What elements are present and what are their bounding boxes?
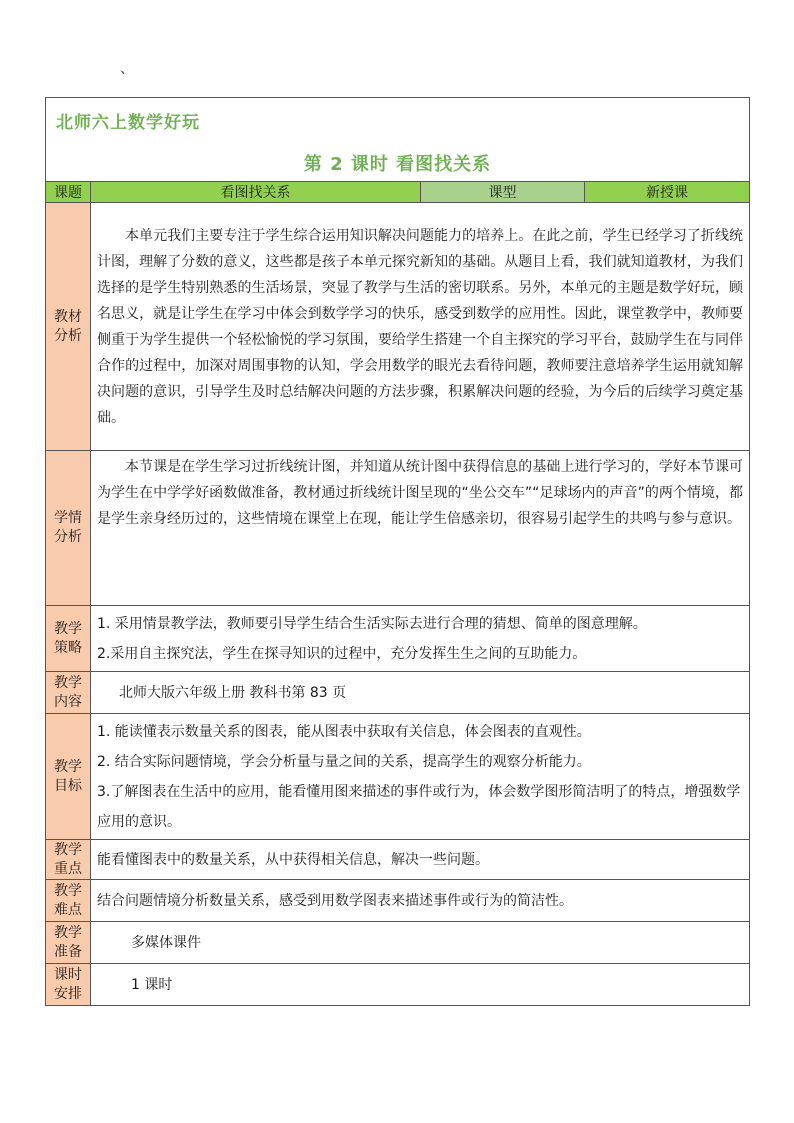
content-label-line1: 教学 — [54, 674, 82, 691]
strategy-item: 1. 采用情景教学法，教师要引导学生结合生活实际去进行合理的猜想、简单的图意理解。 — [97, 615, 647, 632]
key-points-text: 能看懂图表中的数量关系，从中获得相关信息，解决一些问题。 — [91, 840, 750, 880]
lesson-title: 第 2 课时 看图找关系 — [303, 154, 492, 175]
schedule-row — [46, 964, 750, 1006]
schedule-label-line1: 课时 — [54, 966, 82, 983]
content-label-line2: 内容 — [54, 693, 82, 710]
preparation-label-line2: 准备 — [54, 943, 82, 960]
difficulties-text: 结合问题情境分析数量关系，感受到用数学图表来描述事件或行为的简洁性。 — [91, 880, 750, 922]
student-analysis-label-line1: 学情 — [54, 510, 82, 526]
schedule-label — [46, 964, 91, 1006]
strategy-row — [46, 606, 750, 672]
strategy-item: 2.采用自主探究法，学生在探寻知识的过程中，充分发挥生生之间的互助能力。 — [97, 645, 587, 662]
difficulties-label-line1: 教学 — [54, 882, 82, 899]
key-points-label-line2: 重点 — [54, 860, 82, 877]
strategy-label — [46, 606, 91, 672]
lesson-plan-table — [45, 97, 750, 1006]
student-analysis-label — [46, 451, 91, 606]
student-analysis-text: 本节课是在学生学习过折线统计图，并知道从统计图中获得信息的基础上进行学习的，学好本节课可为学生在中学学好函数做准备，教材通过折线统计图呈现的“坐公交车”“足球场内的声音”的两个情境，都是学生亲身经历过的，这些情境在课堂上在现，能让学生倍感亲切，很容易引起学生的共鸣与参与意识。 — [97, 459, 743, 527]
preparation-text: 多媒体课件 — [91, 922, 750, 964]
student-analysis-label-line2: 分析 — [54, 529, 82, 545]
goals-label-line2: 目标 — [54, 777, 82, 794]
strategy-label-line1: 教学 — [54, 620, 82, 637]
textbook-analysis-label — [46, 203, 91, 451]
type-value: 新授课 — [585, 182, 750, 203]
textbook-analysis-text: 本单元我们主要专注于学生综合运用知识解决问题能力的培养上。在此之前，学生已经学习了折线统计图，理解了分数的意义，这些都是孩子本单元探究新知的基础。从题目上看，我们就知道教材，为我们选择的是学生特别熟悉的生活场景，突显了教学与生活的密切联系。另外，本单元的主题是数学好玩，顾名思义，就是让学生在学习中体会到数学学习的快乐，感受到数学的应用性。因此，课堂教学中，教师要侧重于为学生提供一个轻松愉悦的学习氛围，要给学生搭建一个自主探究的学习平台，鼓励学生在与同伴合作的过程中，加深对周围事物的认知，学会用数学的眼光去看待问题，教师要注意培养学生运用就知解决问题的意识，引导学生及时总结解决问题的方法步骤，积累解决问题的经验，为今后的后续学习奠定基础。 — [97, 227, 743, 426]
textbook-analysis-content — [91, 203, 750, 451]
content-row — [46, 672, 750, 714]
textbook-analysis-label-line2: 分析 — [54, 327, 82, 344]
difficulties-row — [46, 880, 750, 922]
textbook-analysis-row — [46, 203, 750, 451]
preparation-label-line1: 教学 — [54, 924, 82, 941]
key-points-label — [46, 840, 91, 880]
content-label — [46, 672, 91, 714]
goals-content — [91, 714, 750, 840]
preparation-label — [46, 922, 91, 964]
course-label: 课题 — [46, 182, 91, 203]
goals-row — [46, 714, 750, 840]
key-points-row — [46, 840, 750, 880]
student-analysis-row — [46, 451, 750, 606]
schedule-label-line2: 安排 — [54, 985, 82, 1002]
header-row — [46, 182, 750, 203]
goals-label-line1: 教学 — [54, 758, 82, 775]
strategy-content — [91, 606, 750, 672]
goal-item: 1. 能读懂表示数量关系的图表，能从图表中获取有关信息，体会图表的直观性。 — [97, 723, 591, 740]
preparation-row — [46, 922, 750, 964]
lesson-title-row — [46, 145, 750, 182]
difficulties-label-line2: 难点 — [54, 901, 82, 918]
content-text: 北师大版六年级上册 教科书第 83 页 — [91, 672, 750, 714]
goal-item: 3.了解图表在生活中的应用，能看懂用图来描述的事件或行为，体会数学图形简洁明了的特点，增强数学应用的意识。 — [97, 783, 741, 830]
strategy-label-line2: 策略 — [54, 639, 82, 656]
brand-row — [46, 98, 750, 146]
type-label: 课型 — [421, 182, 585, 203]
textbook-analysis-label-line1: 教材 — [54, 308, 82, 325]
course-value: 看图找关系 — [91, 182, 421, 203]
difficulties-label — [46, 880, 91, 922]
corner-mark: 、 — [120, 61, 134, 77]
key-points-label-line1: 教学 — [54, 841, 82, 858]
goal-item: 2. 结合实际问题情境，学会分析量与量之间的关系，提高学生的观察分析能力。 — [97, 753, 591, 770]
brand-title: 北师六上数学好玩 — [56, 113, 200, 133]
student-analysis-content — [91, 451, 750, 606]
schedule-text: 1 课时 — [91, 964, 750, 1006]
goals-label — [46, 714, 91, 840]
